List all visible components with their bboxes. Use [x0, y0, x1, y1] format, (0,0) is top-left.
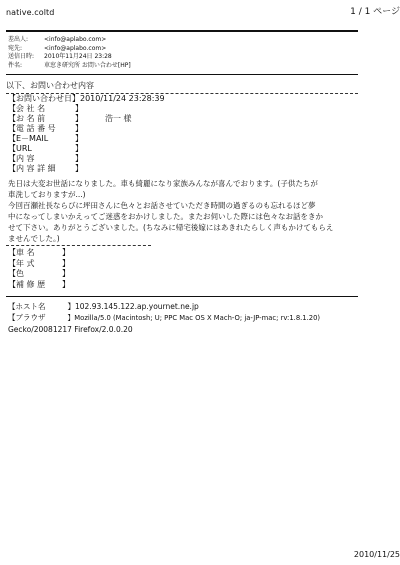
car-field-repair: 【補 修 歴 】 [8, 279, 70, 289]
form-field-company: 【会 社 名 】 [8, 104, 83, 113]
header-row-to: 宛先: <info@aplabo.com> [8, 44, 107, 52]
message-line: ませんでした。) [8, 234, 60, 243]
car-field-color: 【色 】 [8, 269, 70, 278]
message-line: 車洗しておりますが...) [8, 190, 86, 199]
mail-header [8, 36, 131, 70]
message-body [8, 178, 353, 244]
message-line: 中になってしまいかえってご迷惑をおかけしました。またお伺いした際には色々なお話をきか [8, 212, 323, 221]
form-date-row: 【お問い合わせ日】2010/11/24 23:28:39 [8, 94, 165, 103]
form-field-phone: 【電 話 番 号 】 [8, 124, 83, 133]
car-field-name: 【車 名 】 [8, 248, 70, 257]
sender-company: native.coltd [6, 8, 55, 17]
footer-date: 2010/11/25 [353, 550, 400, 559]
message-line: せて下さい。ありがとうございました。(ちなみに帰宅後嫁にはあきれたらしく声もかけてもらえ [8, 223, 334, 232]
header-row-from: 差出人: <info@aplabo.com> [8, 36, 107, 43]
divider [6, 245, 151, 246]
divider [6, 74, 358, 75]
message-line: 今回百瀬社長ならびに坪田さんに色々とお話させていただき時間の過ぎるのも忘れるほど夢 [8, 201, 316, 210]
form-field-detail: 【内 容 詳 細 】 [8, 164, 83, 173]
header-row-date: 送信日時: 2010年11月24日 23:28 [8, 53, 112, 60]
header-row-subject: 件名: 車窓き研究所 お問い合わせ[HP] [8, 61, 131, 69]
form-field-content: 【内 容 】 [8, 154, 83, 163]
subject-line: 以下、お問い合わせ内容 [6, 81, 94, 90]
browser-row: 【ブラウザ 】Mozilla/5.0 (Macintosh; U; PPC Mac OS X Mach-O; ja-JP-mac; rv:1.8.1.20) [8, 313, 321, 322]
network-info [8, 301, 320, 335]
car-fields [8, 248, 70, 290]
divider [6, 296, 358, 297]
form-field-url: 【URL 】 [8, 144, 83, 153]
divider [6, 30, 358, 32]
car-field-year: 【年 式 】 [8, 258, 70, 268]
form-field-name: 【お 名 前 】 浩一 様 [8, 114, 132, 123]
host-row: 【ホスト名 】102.93.145.122.ap.yournet.ne.jp [8, 302, 199, 311]
form-field-email: 【E－MAIL 】 [8, 134, 83, 143]
browser-row-continued: Gecko/20081217 Firefox/2.0.0.20 [8, 325, 133, 334]
page-count: 1 / 1 ページ [350, 7, 400, 17]
message-line: 先日は大変お世話になりました。車も綺麗になり家族みんなが喜んでおります。(子供たちが [8, 179, 318, 188]
